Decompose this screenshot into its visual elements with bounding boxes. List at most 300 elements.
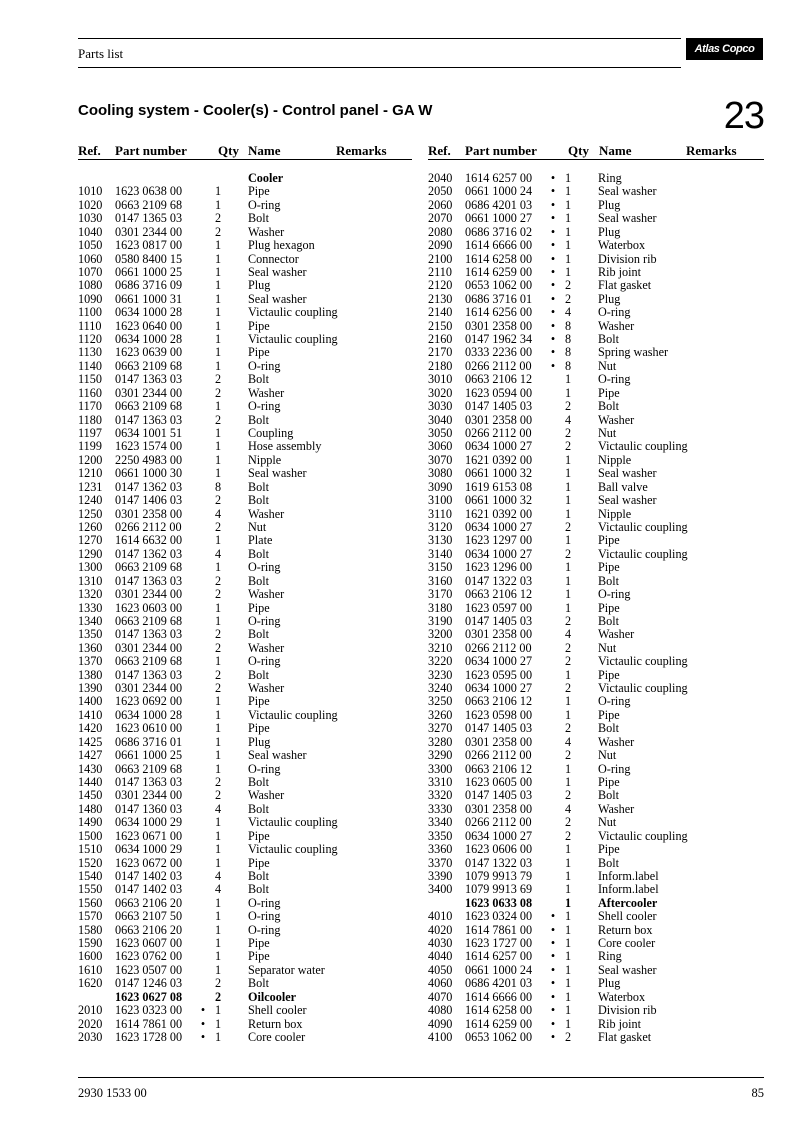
table-row xyxy=(428,722,764,735)
ref-cell: 1490 xyxy=(78,815,103,830)
part-number-cell: 0634 1000 27 xyxy=(465,681,533,696)
table-row xyxy=(78,548,412,561)
part-number-cell: 0661 1000 24 xyxy=(465,962,533,977)
parts-table-left xyxy=(78,143,412,1044)
ref-cell: 1560 xyxy=(78,895,103,910)
table-row xyxy=(78,655,412,668)
name-cell: Inform.label xyxy=(598,868,659,883)
qty-cell: 1 xyxy=(215,184,222,199)
col-header-qty: Qty xyxy=(218,143,239,158)
qty-cell: 2 xyxy=(215,412,222,427)
table-row xyxy=(428,414,764,427)
bullet-marker: • xyxy=(550,264,556,279)
table-row xyxy=(78,346,412,359)
part-number-cell: 0333 2236 00 xyxy=(465,345,533,360)
ref-cell: 1260 xyxy=(78,519,103,534)
part-number-cell: 2250 4983 00 xyxy=(115,452,183,467)
table-group-row xyxy=(428,897,764,910)
name-cell: Nut xyxy=(598,640,617,655)
qty-cell: 1 xyxy=(215,962,222,977)
table-row xyxy=(78,212,412,225)
qty-cell: 1 xyxy=(215,909,222,924)
qty-cell: 2 xyxy=(215,788,222,803)
table-header xyxy=(428,143,764,159)
ref-cell: 2070 xyxy=(428,211,453,226)
table-row xyxy=(428,883,764,896)
part-number-cell: 1614 6632 00 xyxy=(115,533,183,548)
table-row xyxy=(78,736,412,749)
table-row xyxy=(428,561,764,574)
table-row xyxy=(428,239,764,252)
part-number-cell: 0301 2358 00 xyxy=(465,627,533,642)
col-header-ref: Ref. xyxy=(428,143,451,158)
name-cell: Washer xyxy=(248,224,285,239)
qty-cell: 2 xyxy=(565,1030,572,1044)
name-cell: O-ring xyxy=(598,587,631,602)
qty-cell: 1 xyxy=(565,238,572,253)
table-row xyxy=(428,857,764,870)
name-cell: Victaulic coupling xyxy=(598,519,688,534)
qty-cell: 1 xyxy=(565,909,572,924)
bullet-marker: • xyxy=(550,358,556,373)
part-number-cell: 1614 6256 00 xyxy=(465,305,533,320)
name-cell: Washer xyxy=(598,801,635,816)
qty-cell: 1 xyxy=(215,842,222,857)
qty-cell: 4 xyxy=(565,627,572,642)
qty-cell: 1 xyxy=(215,613,222,628)
name-cell: Victaulic coupling xyxy=(248,707,338,722)
name-cell: Victaulic coupling xyxy=(598,654,688,669)
qty-cell: 2 xyxy=(565,721,572,736)
part-number-cell: 0661 1000 32 xyxy=(465,493,533,508)
ref-cell: 3140 xyxy=(428,546,453,561)
part-number-cell: 1614 7861 00 xyxy=(115,1016,183,1031)
table-row xyxy=(428,293,764,306)
ref-cell: 1620 xyxy=(78,976,103,991)
bullet-marker: • xyxy=(550,989,556,1004)
part-number-cell: 0147 1322 03 xyxy=(465,855,533,870)
qty-cell: 8 xyxy=(565,358,572,373)
part-number-cell: 0686 3716 09 xyxy=(115,278,183,293)
col-header-remarks: Remarks xyxy=(686,143,737,158)
qty-cell: 1 xyxy=(215,1030,222,1044)
name-cell: Rib joint xyxy=(598,264,642,279)
table-row xyxy=(428,400,764,413)
table-header xyxy=(78,143,412,159)
part-number-cell: 0301 2344 00 xyxy=(115,788,183,803)
table-row xyxy=(78,588,412,601)
name-cell: Shell cooler xyxy=(598,909,657,924)
table-row xyxy=(78,910,412,923)
table-row xyxy=(428,508,764,521)
name-cell: Washer xyxy=(248,681,285,696)
part-number-cell: 0686 3716 01 xyxy=(115,734,183,749)
part-number-cell: 0661 1000 27 xyxy=(465,211,533,226)
qty-cell: 2 xyxy=(215,681,222,696)
table-row xyxy=(428,870,764,883)
page-title: Cooling system - Cooler(s) - Control panel - GA W xyxy=(78,102,433,119)
ref-cell: 4100 xyxy=(428,1030,453,1044)
table-row xyxy=(428,199,764,212)
part-number-cell: 0686 3716 01 xyxy=(465,291,533,306)
ref-cell: 1060 xyxy=(78,251,103,266)
table-row xyxy=(428,1004,764,1017)
ref-cell: 3350 xyxy=(428,828,453,843)
part-number-cell: 0301 2344 00 xyxy=(115,224,183,239)
name-cell: Return box xyxy=(248,1016,303,1031)
ref-cell: 2100 xyxy=(428,251,453,266)
bullet-marker: • xyxy=(550,238,556,253)
ref-cell: 3020 xyxy=(428,385,453,400)
qty-cell: 1 xyxy=(215,600,222,615)
part-number-cell: 0266 2112 00 xyxy=(465,358,532,373)
table-row xyxy=(428,185,764,198)
part-number-cell: 0634 1000 28 xyxy=(115,305,183,320)
part-number-cell: 1623 0692 00 xyxy=(115,694,183,709)
name-cell: Seal washer xyxy=(598,211,657,226)
name-cell: Division rib xyxy=(598,251,657,266)
name-cell: Pipe xyxy=(248,318,270,333)
table-row xyxy=(78,199,412,212)
name-cell: Shell cooler xyxy=(248,1003,307,1018)
qty-cell: 1 xyxy=(215,238,222,253)
table-row xyxy=(78,575,412,588)
ref-cell: 3180 xyxy=(428,600,453,615)
name-cell: Bolt xyxy=(248,667,269,682)
qty-cell: 2 xyxy=(565,681,572,696)
qty-cell: 1 xyxy=(565,493,572,508)
qty-cell: 1 xyxy=(565,1016,572,1031)
table-row xyxy=(78,1018,412,1031)
qty-cell: 1 xyxy=(565,922,572,937)
qty-cell: 2 xyxy=(215,493,222,508)
part-number-cell: 0634 1000 29 xyxy=(115,815,183,830)
bullet-marker: • xyxy=(550,1003,556,1018)
ref-cell: 1425 xyxy=(78,734,103,749)
name-cell: Seal washer xyxy=(598,184,657,199)
ref-cell: 3330 xyxy=(428,801,453,816)
name-cell: Washer xyxy=(598,734,635,749)
part-number-cell: 1623 1728 00 xyxy=(115,1030,183,1044)
part-number-cell: 0147 1405 03 xyxy=(465,399,533,414)
qty-cell: 1 xyxy=(565,949,572,964)
qty-cell: 1 xyxy=(215,895,222,910)
ref-cell: 1400 xyxy=(78,694,103,709)
qty-cell: 1 xyxy=(215,452,222,467)
part-number-cell: 0663 2109 68 xyxy=(115,560,183,575)
qty-cell: 1 xyxy=(565,1003,572,1018)
ref-cell: 3160 xyxy=(428,573,453,588)
bullet-marker: • xyxy=(550,936,556,951)
table-row xyxy=(428,628,764,641)
table-row xyxy=(78,642,412,655)
table-row xyxy=(428,803,764,816)
table-row xyxy=(428,642,764,655)
name-cell: Seal washer xyxy=(248,466,307,481)
qty-cell: 1 xyxy=(215,439,222,454)
name-cell: Bolt xyxy=(248,627,269,642)
part-number-cell: 1623 0507 00 xyxy=(115,962,183,977)
name-cell: Nut xyxy=(248,519,267,534)
ref-cell: 3130 xyxy=(428,533,453,548)
qty-cell: 2 xyxy=(215,519,222,534)
qty-cell: 1 xyxy=(215,949,222,964)
part-number-cell: 0147 1402 03 xyxy=(115,868,183,883)
ref-cell: 1510 xyxy=(78,842,103,857)
table-row xyxy=(428,521,764,534)
part-number-cell: 0147 1406 03 xyxy=(115,493,183,508)
name-cell: Pipe xyxy=(598,667,620,682)
table-row xyxy=(78,950,412,963)
part-number-cell: 0686 4201 03 xyxy=(465,197,533,212)
qty-cell: 1 xyxy=(215,358,222,373)
table-row xyxy=(428,695,764,708)
name-cell: Pipe xyxy=(248,855,270,870)
table-row xyxy=(428,266,764,279)
name-cell: O-ring xyxy=(248,761,281,776)
bullet-marker: • xyxy=(550,922,556,937)
qty-cell: 1 xyxy=(215,748,222,763)
part-number-cell: 1623 1296 00 xyxy=(465,560,533,575)
chapter-number: 23 xyxy=(723,95,764,137)
part-number-cell: 0147 1363 03 xyxy=(115,774,183,789)
ref-cell: 3340 xyxy=(428,815,453,830)
part-number-cell: 1623 0633 08 xyxy=(465,895,533,910)
part-number-cell: 0147 1365 03 xyxy=(115,211,183,226)
name-cell: Bolt xyxy=(248,976,269,991)
name-cell: Bolt xyxy=(248,573,269,588)
ref-cell: 1200 xyxy=(78,452,103,467)
table-row xyxy=(428,763,764,776)
table-row xyxy=(428,602,764,615)
ref-cell: 3300 xyxy=(428,761,453,776)
qty-cell: 1 xyxy=(565,372,572,387)
table-row xyxy=(78,615,412,628)
bullet-marker: • xyxy=(550,171,556,185)
ref-cell: 3210 xyxy=(428,640,453,655)
table-row xyxy=(78,602,412,615)
part-number-cell: 0301 2358 00 xyxy=(465,734,533,749)
part-number-cell: 0147 1246 03 xyxy=(115,976,183,991)
part-number-cell: 1614 6259 00 xyxy=(465,264,533,279)
qty-cell: 1 xyxy=(215,426,222,441)
table-row xyxy=(428,333,764,346)
name-cell: Washer xyxy=(598,627,635,642)
part-number-cell: 0301 2344 00 xyxy=(115,587,183,602)
ref-cell: 1150 xyxy=(78,372,102,387)
name-cell: Seal washer xyxy=(248,264,307,279)
part-number-cell: 0663 2106 20 xyxy=(115,895,183,910)
ref-cell: 3110 xyxy=(428,506,452,521)
qty-cell: 1 xyxy=(565,774,572,789)
ref-cell: 3370 xyxy=(428,855,453,870)
ref-cell: 1180 xyxy=(78,412,102,427)
name-cell: Pipe xyxy=(248,721,270,736)
part-number-cell: 0653 1062 00 xyxy=(465,1030,533,1044)
ref-cell: 4070 xyxy=(428,989,453,1004)
part-number-cell: 0147 1405 03 xyxy=(465,788,533,803)
bullet-marker: • xyxy=(550,318,556,333)
qty-cell: 2 xyxy=(565,748,572,763)
part-number-cell: 0663 2109 68 xyxy=(115,399,183,414)
name-cell: Return box xyxy=(598,922,653,937)
table-body xyxy=(78,172,412,1044)
ref-cell: 2090 xyxy=(428,238,453,253)
bullet-marker: • xyxy=(550,251,556,266)
table-row xyxy=(428,709,764,722)
table-row xyxy=(428,615,764,628)
part-number-cell: 1623 1574 00 xyxy=(115,439,183,454)
col-header-qty: Qty xyxy=(568,143,589,158)
part-number-cell: 1614 6257 00 xyxy=(465,949,533,964)
part-number-cell: 0634 1000 28 xyxy=(115,707,183,722)
table-row xyxy=(428,467,764,480)
qty-cell: 2 xyxy=(215,774,222,789)
part-number-cell: 1623 0606 00 xyxy=(465,842,533,857)
name-cell: Victaulic coupling xyxy=(598,681,688,696)
part-number-cell: 0663 2107 50 xyxy=(115,909,183,924)
col-header-name: Name xyxy=(248,143,281,158)
part-number-cell: 0661 1000 25 xyxy=(115,748,183,763)
name-cell: Core cooler xyxy=(598,936,656,951)
part-number-cell: 1619 6153 08 xyxy=(465,479,533,494)
name-cell: Plug xyxy=(598,976,621,991)
table-row xyxy=(428,320,764,333)
part-number-cell: 0301 2358 00 xyxy=(465,412,533,427)
table-row xyxy=(78,763,412,776)
name-cell: Pipe xyxy=(598,600,620,615)
ref-cell: 3400 xyxy=(428,882,453,897)
part-number-cell: 0634 1000 27 xyxy=(465,439,533,454)
table-row xyxy=(428,387,764,400)
qty-cell: 1 xyxy=(565,171,572,185)
name-cell: Bolt xyxy=(248,372,269,387)
bullet-marker: • xyxy=(550,1016,556,1031)
ref-cell: 1020 xyxy=(78,197,103,212)
table-row xyxy=(428,454,764,467)
table-row xyxy=(78,414,412,427)
part-number-cell: 0661 1000 31 xyxy=(115,291,183,306)
part-number-cell: 0686 3716 02 xyxy=(465,224,533,239)
table-row xyxy=(428,789,764,802)
part-number-cell: 0266 2112 00 xyxy=(465,748,532,763)
part-number-cell: 0147 1363 03 xyxy=(115,667,183,682)
ref-cell: 2130 xyxy=(428,291,453,306)
name-cell: Washer xyxy=(248,385,285,400)
table-row xyxy=(428,279,764,292)
part-number-cell: 1623 0672 00 xyxy=(115,855,183,870)
ref-cell: 2060 xyxy=(428,197,453,212)
qty-cell: 1 xyxy=(215,560,222,575)
table-row xyxy=(78,454,412,467)
ref-cell: 1231 xyxy=(78,479,103,494)
qty-cell: 1 xyxy=(215,721,222,736)
table-row xyxy=(78,843,412,856)
ref-cell: 1320 xyxy=(78,587,103,602)
ref-cell: 3030 xyxy=(428,399,453,414)
bullet-marker: • xyxy=(550,291,556,306)
ref-cell: 3310 xyxy=(428,774,453,789)
qty-cell: 4 xyxy=(215,546,222,561)
qty-cell: 2 xyxy=(215,573,222,588)
bullet-marker: • xyxy=(550,332,556,347)
part-number-cell: 1623 0627 08 xyxy=(115,989,183,1004)
name-cell: Nipple xyxy=(248,452,282,467)
part-number-cell: 0266 2112 00 xyxy=(465,815,532,830)
qty-cell: 4 xyxy=(215,868,222,883)
part-number-cell: 1623 0817 00 xyxy=(115,238,183,253)
table-row xyxy=(428,991,764,1004)
table-row xyxy=(78,964,412,977)
part-number-cell: 0663 2106 12 xyxy=(465,694,533,709)
ref-cell: 3090 xyxy=(428,479,453,494)
table-row xyxy=(78,239,412,252)
ref-cell: 3050 xyxy=(428,426,453,441)
name-cell: Plug hexagon xyxy=(248,238,315,253)
ref-cell: 1040 xyxy=(78,224,103,239)
name-cell: Pipe xyxy=(598,533,620,548)
part-number-cell: 1623 0607 00 xyxy=(115,936,183,951)
ref-cell: 4060 xyxy=(428,976,453,991)
ref-cell: 1427 xyxy=(78,748,103,763)
name-cell: Washer xyxy=(598,318,635,333)
part-number-cell: 0266 2112 00 xyxy=(115,519,182,534)
part-number-cell: 0147 1405 03 xyxy=(465,721,533,736)
footer-rule xyxy=(78,1077,764,1078)
name-cell: Hose assembly xyxy=(248,439,322,454)
qty-cell: 1 xyxy=(565,264,572,279)
qty-cell: 2 xyxy=(215,385,222,400)
part-number-cell: 0301 2358 00 xyxy=(465,318,533,333)
name-cell: Bolt xyxy=(248,412,269,427)
table-row xyxy=(78,320,412,333)
ref-cell: 1600 xyxy=(78,949,103,964)
table-row xyxy=(78,494,412,507)
table-row xyxy=(428,575,764,588)
name-cell: O-ring xyxy=(598,694,631,709)
qty-cell: 2 xyxy=(215,211,222,226)
part-number-cell: 0634 1000 27 xyxy=(465,546,533,561)
qty-cell: 1 xyxy=(565,251,572,266)
ref-cell: 1370 xyxy=(78,654,103,669)
table-row xyxy=(428,212,764,225)
name-cell: Waterbox xyxy=(598,989,646,1004)
qty-cell: 2 xyxy=(565,426,572,441)
part-number-cell: 0663 2106 12 xyxy=(465,372,533,387)
qty-cell: 1 xyxy=(215,855,222,870)
table-row xyxy=(78,1004,412,1017)
part-number-cell: 1614 6259 00 xyxy=(465,1016,533,1031)
name-cell: Connector xyxy=(248,251,299,266)
section-label: Parts list xyxy=(78,46,124,61)
col-header-ref: Ref. xyxy=(78,143,101,158)
name-cell: Nut xyxy=(598,426,617,441)
name-cell: Seal washer xyxy=(248,748,307,763)
bullet-marker: • xyxy=(550,909,556,924)
name-cell: Flat gasket xyxy=(598,1030,652,1044)
ref-cell: 4020 xyxy=(428,922,453,937)
table-row xyxy=(428,373,764,386)
qty-cell: 2 xyxy=(565,654,572,669)
part-number-cell: 1623 0639 00 xyxy=(115,345,183,360)
part-number-cell: 0634 1000 27 xyxy=(465,654,533,669)
name-cell: Cooler xyxy=(248,171,284,185)
qty-cell: 1 xyxy=(215,815,222,830)
ref-cell: 3280 xyxy=(428,734,453,749)
table-row xyxy=(78,695,412,708)
qty-cell: 1 xyxy=(215,922,222,937)
part-number-cell: 0634 1000 29 xyxy=(115,842,183,857)
